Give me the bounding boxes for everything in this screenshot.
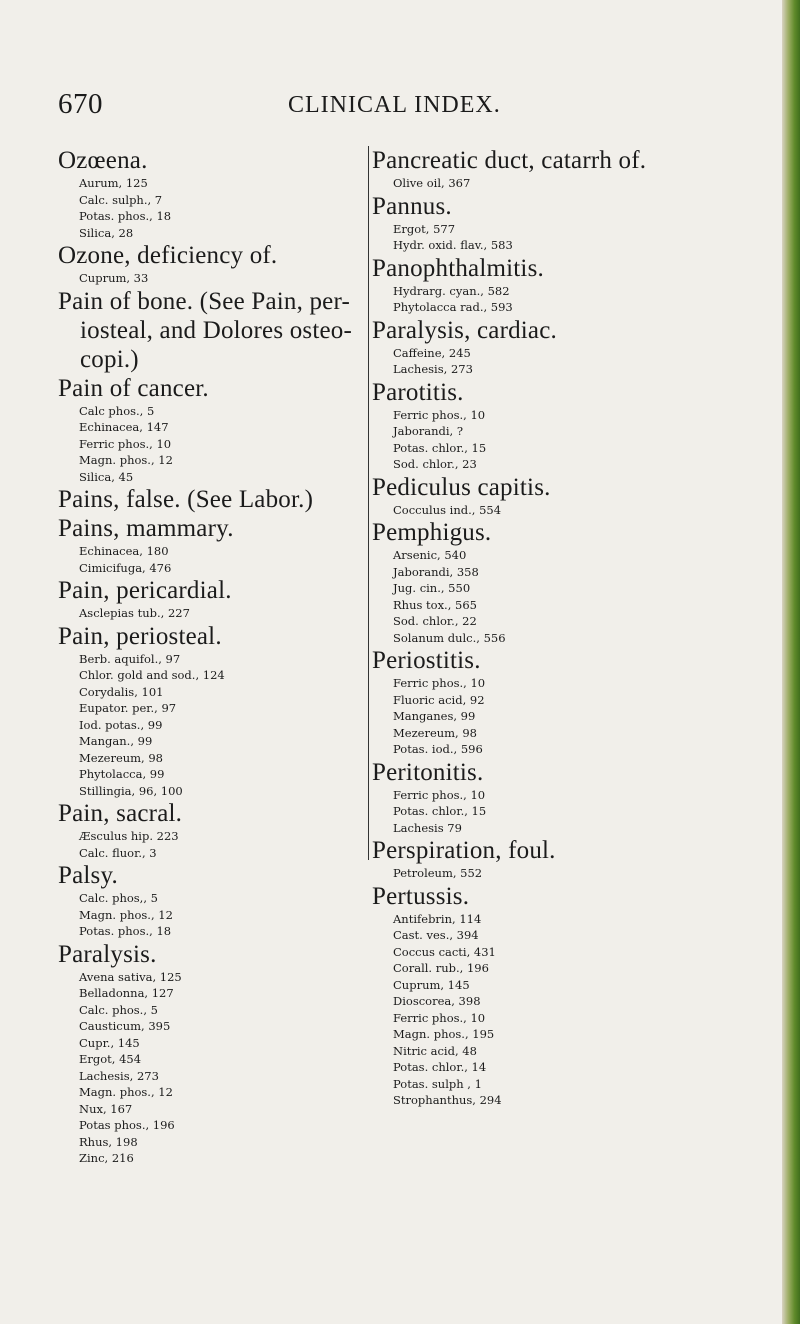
index-entry [372,518,782,646]
remedy-item: Potas. phos., 18 [79,209,172,223]
remedy-list [58,175,363,241]
remedy-item: Causticum, 395 [79,1019,171,1033]
page-number: 670 [58,88,103,120]
remedy-item: Eupator. per., 97 [79,701,177,715]
remedy-list [372,675,782,758]
remedy-item: Antifebrin, 114 [393,911,482,926]
remedy-item: Cuprum, 33 [79,271,149,285]
index-entry [372,758,782,837]
remedy-item: Cimicifuga, 476 [79,560,172,575]
remedy-item: Ergot, 454 [79,1052,142,1066]
remedy-item: Calc. phos,, 5 [79,891,158,905]
remedy-item: Potas. chlor., 15 [393,804,487,818]
remedy-list [372,502,782,519]
running-title: CLINICAL INDEX. [288,92,501,118]
remedy-item: Potas. chlor., 14 [393,1060,487,1074]
entry-heading-pancreatic-duct-catarrh-of: Pancreatic duct, catarrh of. [372,147,647,174]
remedy-item: Iod. potas., 99 [79,717,163,732]
index-entry [58,241,363,287]
remedy-item: Echinacea, 147 [79,420,169,434]
left-index-column [58,146,363,1167]
remedy-item: Silica, 28 [79,225,134,240]
remedy-item: Fluoric acid, 92 [393,692,485,707]
entry-heading-pertussis: Pertussis. [372,882,470,910]
remedy-item: Mezereum, 98 [393,725,478,740]
remedy-item: Rhus, 198 [79,1134,138,1149]
remedy-item: Dioscorea, 398 [393,994,481,1008]
remedy-item: Lachesis, 273 [79,1068,159,1083]
remedy-item: Potas. sulph , 1 [393,1076,482,1091]
remedy-item: Hydrarg. cyan., 582 [393,283,510,298]
remedy-list [372,283,782,316]
remedy-item: Stillingia, 96, 100 [79,783,183,798]
remedy-item: Nux, 167 [79,1101,133,1116]
remedy-item: Ferric phos., 10 [393,1010,486,1025]
entry-heading-pediculus-capitis: Pediculus capitis. [372,473,551,501]
remedy-item: Magn. phos., 12 [79,453,173,467]
remedy-item: Phytolacca rad., 593 [393,300,513,314]
entry-heading-periostitis: Periostitis. [372,647,481,674]
index-entry [58,485,363,514]
entry-heading-panophthalmitis: Panophthalmitis. [372,254,544,282]
remedy-list [58,605,363,622]
page-edge [782,0,800,1324]
remedy-list [372,175,782,192]
remedy-item: Phytolacca, 99 [79,767,165,781]
remedy-list [372,865,782,882]
remedy-item: Ergot, 577 [393,221,456,236]
entry-heading-paralysis: Paralysis. [58,940,157,968]
remedy-list [58,543,363,576]
remedy-list [372,221,782,254]
remedy-item: Rhus tox., 565 [393,597,477,612]
remedy-item: Olive oil, 367 [393,176,471,190]
remedy-item: Sod. chlor., 22 [393,614,477,628]
remedy-item: Manganes, 99 [393,709,476,723]
remedy-item: Calc. fluor., 3 [79,845,157,860]
remedy-item: Aurum, 125 [79,176,148,190]
entry-heading-pains-false-see-labor: Pains, false. (See Labor.) [58,486,314,513]
entry-heading-line: iosteal, and Dolores osteo- [80,316,353,344]
remedy-item: Calc. phos., 5 [79,1002,158,1017]
index-entry [58,622,363,800]
remedy-item: Ferric phos., 10 [393,407,486,422]
entry-heading-pain-of-bone-see-pain-periosteal-and-dol [58,287,356,374]
remedy-item: Mangan., 99 [79,734,153,748]
remedy-item: Magn. phos., 195 [393,1027,495,1041]
entry-heading-pain-periosteal: Pain, periosteal. [58,622,222,650]
remedy-list [372,787,782,837]
remedy-list [58,969,363,1167]
remedy-item: Æsculus hip. 223 [79,829,179,843]
remedy-item: Arsenic, 540 [393,548,467,562]
remedy-item: Calc. sulph., 7 [79,192,163,207]
entry-heading-line: copi.) [80,345,139,373]
index-entry [372,646,782,758]
remedy-list [58,890,363,940]
index-entry [58,146,363,241]
remedy-item: Ferric phos., 10 [79,436,172,451]
remedy-item: Lachesis 79 [393,820,462,835]
remedy-item: Coccus cacti, 431 [393,944,496,959]
entry-heading-pain-pericardial: Pain, pericardial. [58,577,232,604]
column-divider [368,146,369,860]
remedy-item: Ferric phos., 10 [393,676,486,690]
remedy-item: Jaborandi, ? [393,424,464,438]
remedy-item: Nitric acid, 48 [393,1043,477,1058]
remedy-item: Belladonna, 127 [79,986,174,1000]
index-entry [58,287,363,374]
remedy-item: Ferric phos., 10 [393,787,486,802]
remedy-list [58,651,363,800]
remedy-item: Chlor. gold and sod., 124 [79,668,225,682]
entry-heading-ozone-deficiency-of: Ozone, deficiency of. [58,242,278,269]
remedy-item: Potas. phos., 18 [79,924,172,938]
remedy-list [58,403,363,486]
index-entry [372,316,782,378]
entry-heading-pains-mammary: Pains, mammary. [58,515,234,542]
index-entry [372,254,782,316]
index-entry [372,473,782,519]
entry-heading-line: Pain of bone. (See Pain, per- [58,287,351,315]
page-header [58,88,618,128]
entry-heading-perspiration-foul: Perspiration, foul. [372,837,556,864]
remedy-item: Corydalis, 101 [79,684,164,699]
remedy-item: Zinc, 216 [79,1151,134,1165]
remedy-item: Potas. iod., 596 [393,742,483,756]
remedy-item: Potas. chlor., 15 [393,440,487,455]
entry-heading-pemphigus: Pemphigus. [372,519,492,546]
remedy-item: Solanum dulc., 556 [393,630,506,645]
index-entry [58,861,363,940]
entry-heading-paralysis-cardiac: Paralysis, cardiac. [372,316,557,344]
remedy-item: Asclepias tub., 227 [79,606,190,620]
remedy-list [372,911,782,1109]
remedy-item: Cuprum, 145 [393,977,470,992]
remedy-item: Echinacea, 180 [79,544,169,558]
entry-heading-palsy: Palsy. [58,862,119,889]
remedy-item: Berb. aquifol., 97 [79,651,181,666]
entry-heading-pain-of-cancer: Pain of cancer. [58,374,209,402]
remedy-item: Strophanthus, 294 [393,1093,502,1107]
index-entry [372,882,782,1109]
index-entry [372,378,782,473]
remedy-item: Cocculus ind., 554 [393,502,502,517]
remedy-item: Silica, 45 [79,469,134,484]
index-entry [58,940,363,1167]
remedy-item: Avena sativa, 125 [79,969,182,984]
remedy-item: Mezereum, 98 [79,750,164,765]
index-entry [372,146,782,192]
remedy-item: Hydr. oxid. flav., 583 [393,238,513,252]
right-index-column [372,146,782,1109]
remedy-item: Magn. phos., 12 [79,1085,173,1099]
entry-heading-pain-sacral: Pain, sacral. [58,800,183,827]
remedy-item: Jaborandi, 358 [393,564,479,579]
index-entry [372,192,782,254]
index-entry [58,514,363,576]
remedy-item: Sod. chlor., 23 [393,457,477,471]
remedy-list [372,547,782,646]
remedy-item: Cast. ves., 394 [393,928,479,942]
index-entry [372,836,782,882]
remedy-item: Caffeine, 245 [393,345,471,360]
remedy-item: Lachesis, 273 [393,362,473,376]
remedy-list [58,828,363,861]
entry-heading-peritonitis: Peritonitis. [372,758,484,786]
entry-heading-oz-ena: Ozœena. [58,147,148,174]
remedy-item: Magn. phos., 12 [79,907,173,922]
remedy-list [372,345,782,378]
remedy-item: Jug. cin., 550 [393,581,471,595]
remedy-list [58,270,363,287]
index-entry [58,576,363,622]
remedy-item: Calc phos., 5 [79,403,155,418]
index-entry [58,374,363,486]
index-entry [58,799,363,861]
entry-heading-pannus: Pannus. [372,192,452,220]
remedy-item: Petroleum, 552 [393,866,483,880]
remedy-list [372,407,782,473]
remedy-item: Cupr., 145 [79,1035,140,1050]
remedy-item: Potas phos., 196 [79,1118,175,1132]
remedy-item: Corall. rub., 196 [393,961,489,975]
entry-heading-parotitis: Parotitis. [372,378,464,406]
